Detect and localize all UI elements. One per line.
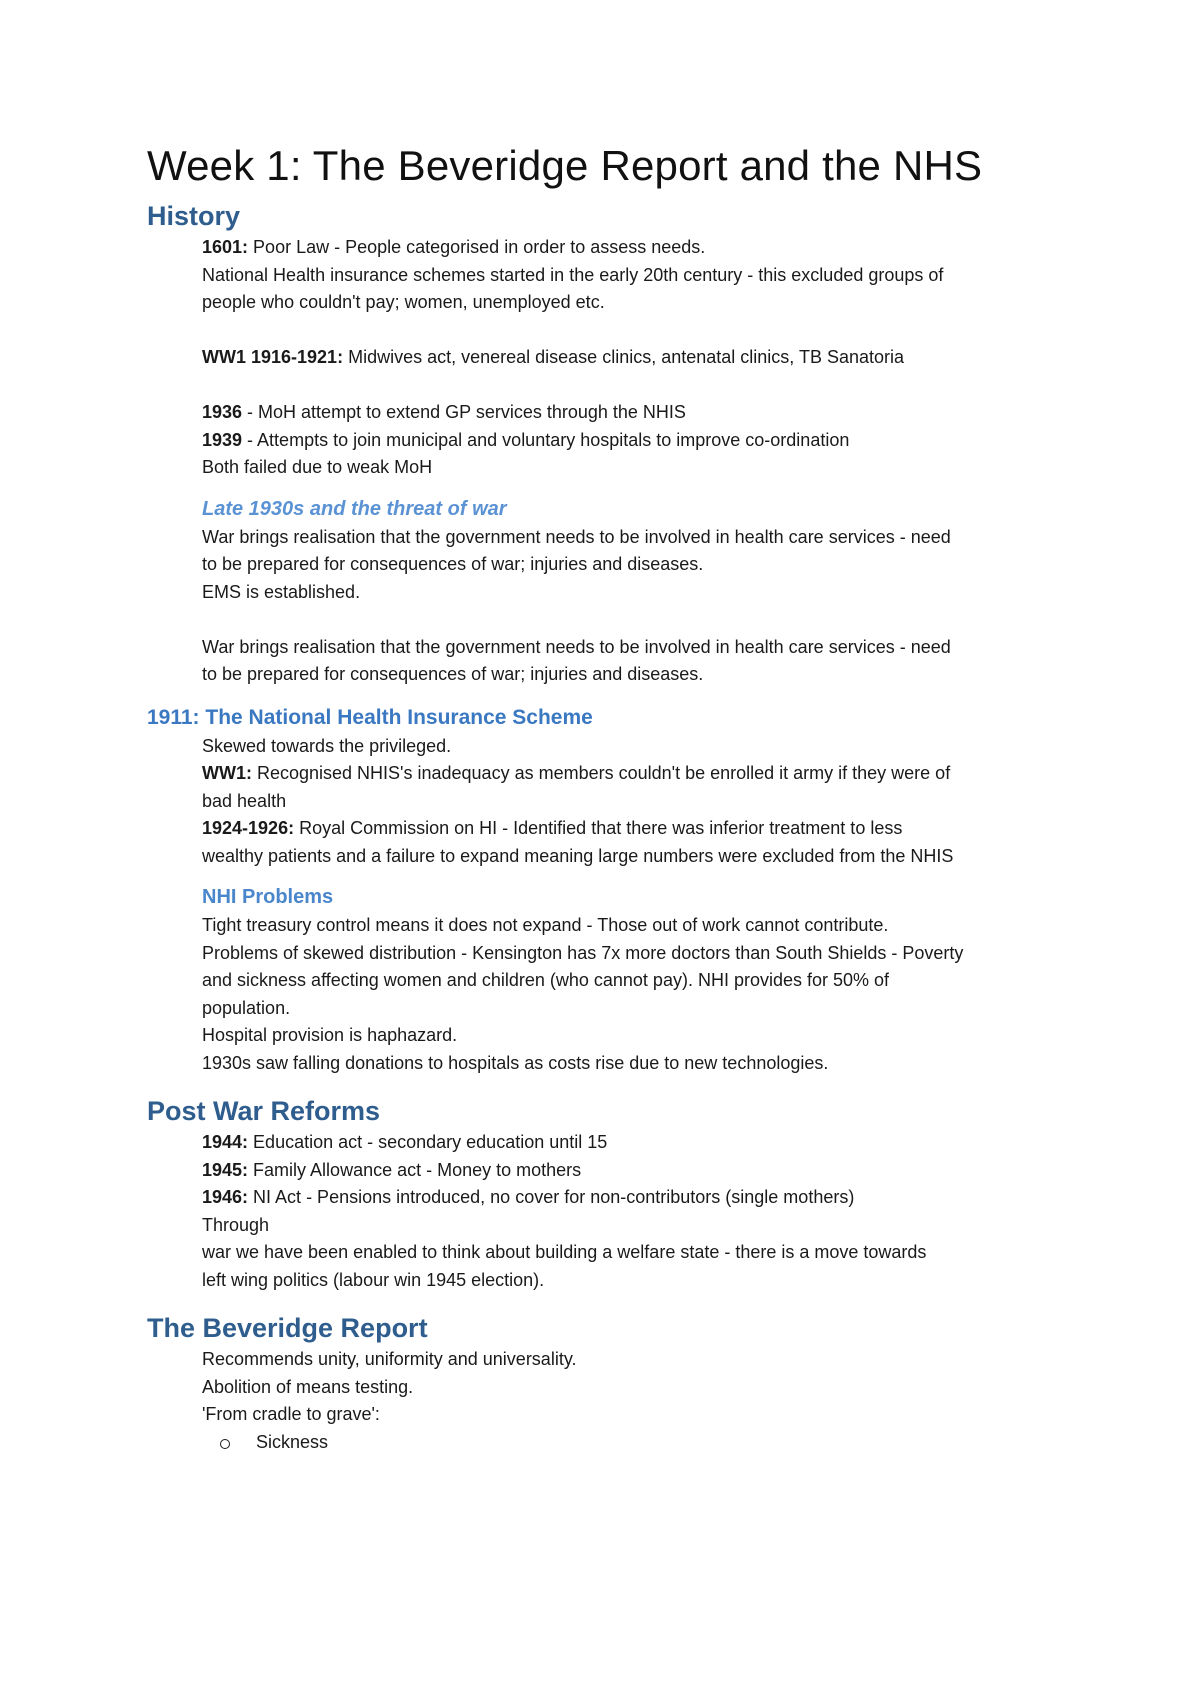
heading-history: History [147, 201, 241, 231]
nhis-body [147, 733, 1090, 1078]
history-war-line: to be prepared for consequences of war; injuries and diseases. [202, 554, 704, 574]
history-war-line: War brings realisation that the government needs to be involved in health care services - need [202, 526, 951, 547]
postwar-body [147, 1129, 1090, 1294]
nhis-line: wealthy patients and a failure to expand meaning large numbers were excluded from the NHIS [202, 845, 954, 866]
list-item: Sickness [220, 1429, 1090, 1457]
section-beveridge-report [147, 1310, 1090, 1456]
history-body [147, 234, 1090, 689]
history-war-line: War brings realisation that the government needs to be involved in health care services - need [202, 636, 951, 657]
beveridge-body [147, 1346, 1090, 1456]
beveridge-line: Abolition of means testing. [202, 1376, 414, 1397]
nhi-problem-line: Problems of skewed distribution - Kensington has 7x more doctors than South Shields - Poverty [202, 942, 964, 963]
beveridge-line: Recommends unity, uniformity and universality. [202, 1349, 577, 1369]
postwar-line: 1945: Family Allowance act - Money to mothers [202, 1159, 582, 1180]
nhis-line: WW1: Recognised NHIS's inadequacy as members couldn't be enrolled it army if they were of [202, 763, 951, 783]
subheading-nhi-problems: NHI Problems [202, 886, 334, 908]
history-line: Both failed due to weak MoH [202, 457, 433, 477]
nhis-line: 1924-1926: Royal Commission on HI - Identified that there was inferior treatment to less [202, 818, 903, 838]
history-war-line: EMS is established. [202, 581, 361, 602]
beveridge-line: 'From cradle to grave': [202, 1404, 380, 1424]
heading-post-war-reforms: Post War Reforms [147, 1096, 381, 1126]
history-line: 1939 - Attempts to join municipal and voluntary hospitals to improve co-ordination [202, 429, 850, 450]
history-line: 1936 - MoH attempt to extend GP services through the NHIS [202, 402, 686, 422]
postwar-line: 1946: NI Act - Pensions introduced, no cover for non-contributors (single mothers) [202, 1187, 855, 1207]
history-line: people who couldn't pay; women, unemployed etc. [202, 292, 605, 312]
subheading-late-1930s: Late 1930s and the threat of war [202, 497, 507, 520]
postwar-line: war we have been enabled to think about building a welfare state - there is a move towards [202, 1242, 927, 1262]
postwar-line: Through [202, 1214, 270, 1235]
section-post-war-reforms [147, 1093, 1090, 1294]
section-nhis [147, 703, 1090, 1078]
document-title: Week 1: The Beveridge Report and the NHS [147, 142, 983, 189]
nhi-problem-line: Tight treasury control means it does not expand - Those out of work cannot contribute. [202, 915, 889, 935]
heading-nhis: 1911: The National Health Insurance Scheme [147, 705, 593, 729]
history-line: 1601: Poor Law - People categorised in order to assess needs. [202, 237, 706, 257]
history-line: National Health insurance schemes started in the early 20th century - this excluded groups of [202, 264, 944, 285]
beveridge-bullet-list [220, 1429, 1090, 1457]
hollow-circle-bullet-icon [220, 1439, 230, 1449]
heading-beveridge-report: The Beveridge Report [147, 1313, 428, 1343]
section-history [147, 198, 1090, 689]
postwar-line: 1944: Education act - secondary education until 15 [202, 1132, 608, 1152]
nhis-line: Skewed towards the privileged. [202, 735, 452, 756]
nhi-problem-line: and sickness affecting women and children (who cannot pay). NHI provides for 50% of [202, 970, 890, 990]
history-line: WW1 1916-1921: Midwives act, venereal disease clinics, antenatal clinics, TB Sanatoria [202, 347, 905, 367]
nhi-problem-line: 1930s saw falling donations to hospitals as costs rise due to new technologies. [202, 1052, 829, 1073]
postwar-line: left wing politics (labour win 1945 election). [202, 1269, 545, 1290]
nhi-problem-line: population. [202, 997, 291, 1018]
nhis-line: bad health [202, 790, 287, 811]
history-war-line: to be prepared for consequences of war; injuries and diseases. [202, 664, 704, 684]
nhi-problem-line: Hospital provision is haphazard. [202, 1025, 458, 1045]
